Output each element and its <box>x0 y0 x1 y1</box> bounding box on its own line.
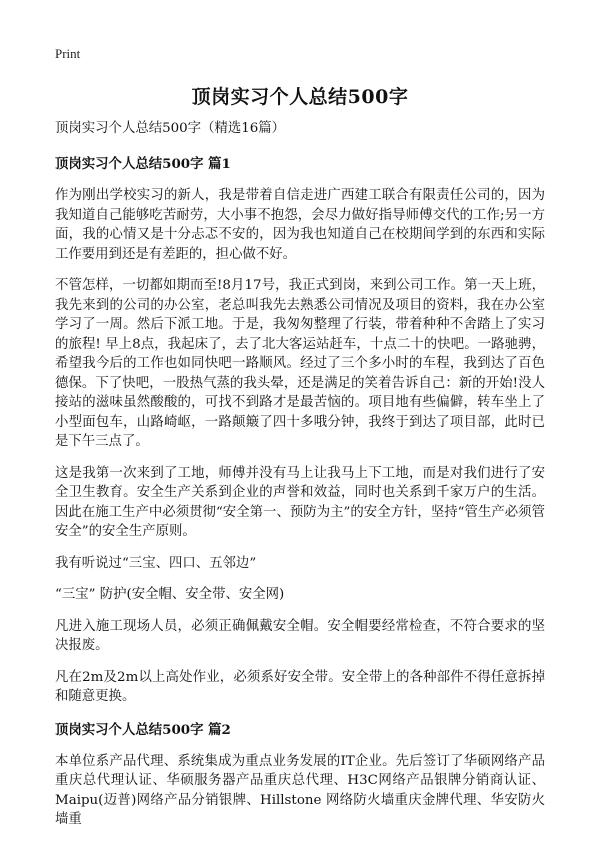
paragraph: 作为刚出学校实习的新人，我是带着自信走进广西建工联合有限责任公司的，因为我知道自己能够吃苦耐劳，大小事不抱怨，会尽力做好指导师傅交代的工作;另一方面，我的心情又是十分忐忑不安的，因为我也知道自己在校期间学到的东西和实际工作要用到还是有差距的，担心做不好。 <box>55 188 545 262</box>
section-1 <box>55 153 545 707</box>
paragraph: 本单位系产品代理、系统集成为重点业务发展的IT企业。先后签订了华硕网络产品重庆总代理认证、华硕服务器产品重庆总代理、H3C网络产品银牌分销商认证、Maipu(迈普)网络产品分销银牌、Hillstone 网络防火墙重庆金牌代理、华安防火墙重 <box>55 753 545 827</box>
document-subtitle: 顶岗实习个人总结500字（精选16篇） <box>55 121 286 136</box>
print-link[interactable]: Print <box>55 46 81 61</box>
paragraph: “三宝” 防护(安全帽、安全带、安全网) <box>55 587 285 602</box>
section-heading: 顶岗实习个人总结500字 篇2 <box>55 721 231 738</box>
paragraph: 凡进入施工现场人员，必须正确佩戴安全帽。安全帽要经常检查，不符合要求的坚决报废。 <box>55 618 545 653</box>
page-title: 顶岗实习个人总结500字 <box>191 86 409 108</box>
paragraph: 凡在2m及2m以上高处作业，必须系好安全带。安全带上的各种部件不得任意拆掉和随意更换。 <box>55 669 545 704</box>
document-body <box>55 118 545 842</box>
section-heading: 顶岗实习个人总结500字 篇1 <box>55 156 231 172</box>
paragraph: 这是我第一次来到了工地，师傅并没有马上让我马上下工地，而是对我们进行了安全卫生教育。安全生产关系到企业的声誉和效益，同时也关系到千家万户的生活。因此在施工生产中必须贯彻“安全第一、预防为主”的安全方针，坚持“管生产必须管安全”的安全生产原则。 <box>55 465 545 539</box>
paragraph: 我有听说过“三宝、四口、五邻边” <box>55 555 257 571</box>
paragraph: 不管怎样，一切都如期而至!8月17号，我正式到岗，来到公司工作。第一天上班，我先来到的公司的办公室，老总叫我先去熟悉公司情况及项目的资料，我在办公室学习了一周。然后下派工地。于是，我匆匆整理了行装，带着种种不舍踏上了实习的旅程! 早上8点，我起床了，去了北大客运站赶车，十点二十的快吧。一路驰骋，希望我今后的工作也如同快吧一路顺风。经过了三个多小时的车程，我到达了百色德保。下了快吧，一股热气蒸的我头晕，还是满足的笑着告诉自己：新的开始!没人接站的滋味虽然酸酸的，可找不到路才是最苦恼的。项目地有些偏僻，转车坐上了小型面包车，山路崎岖，一路颠簸了四十多哦分钟，我终于到达了项目部，此时已是下午三点了。 <box>55 278 545 449</box>
section-2 <box>55 719 545 830</box>
